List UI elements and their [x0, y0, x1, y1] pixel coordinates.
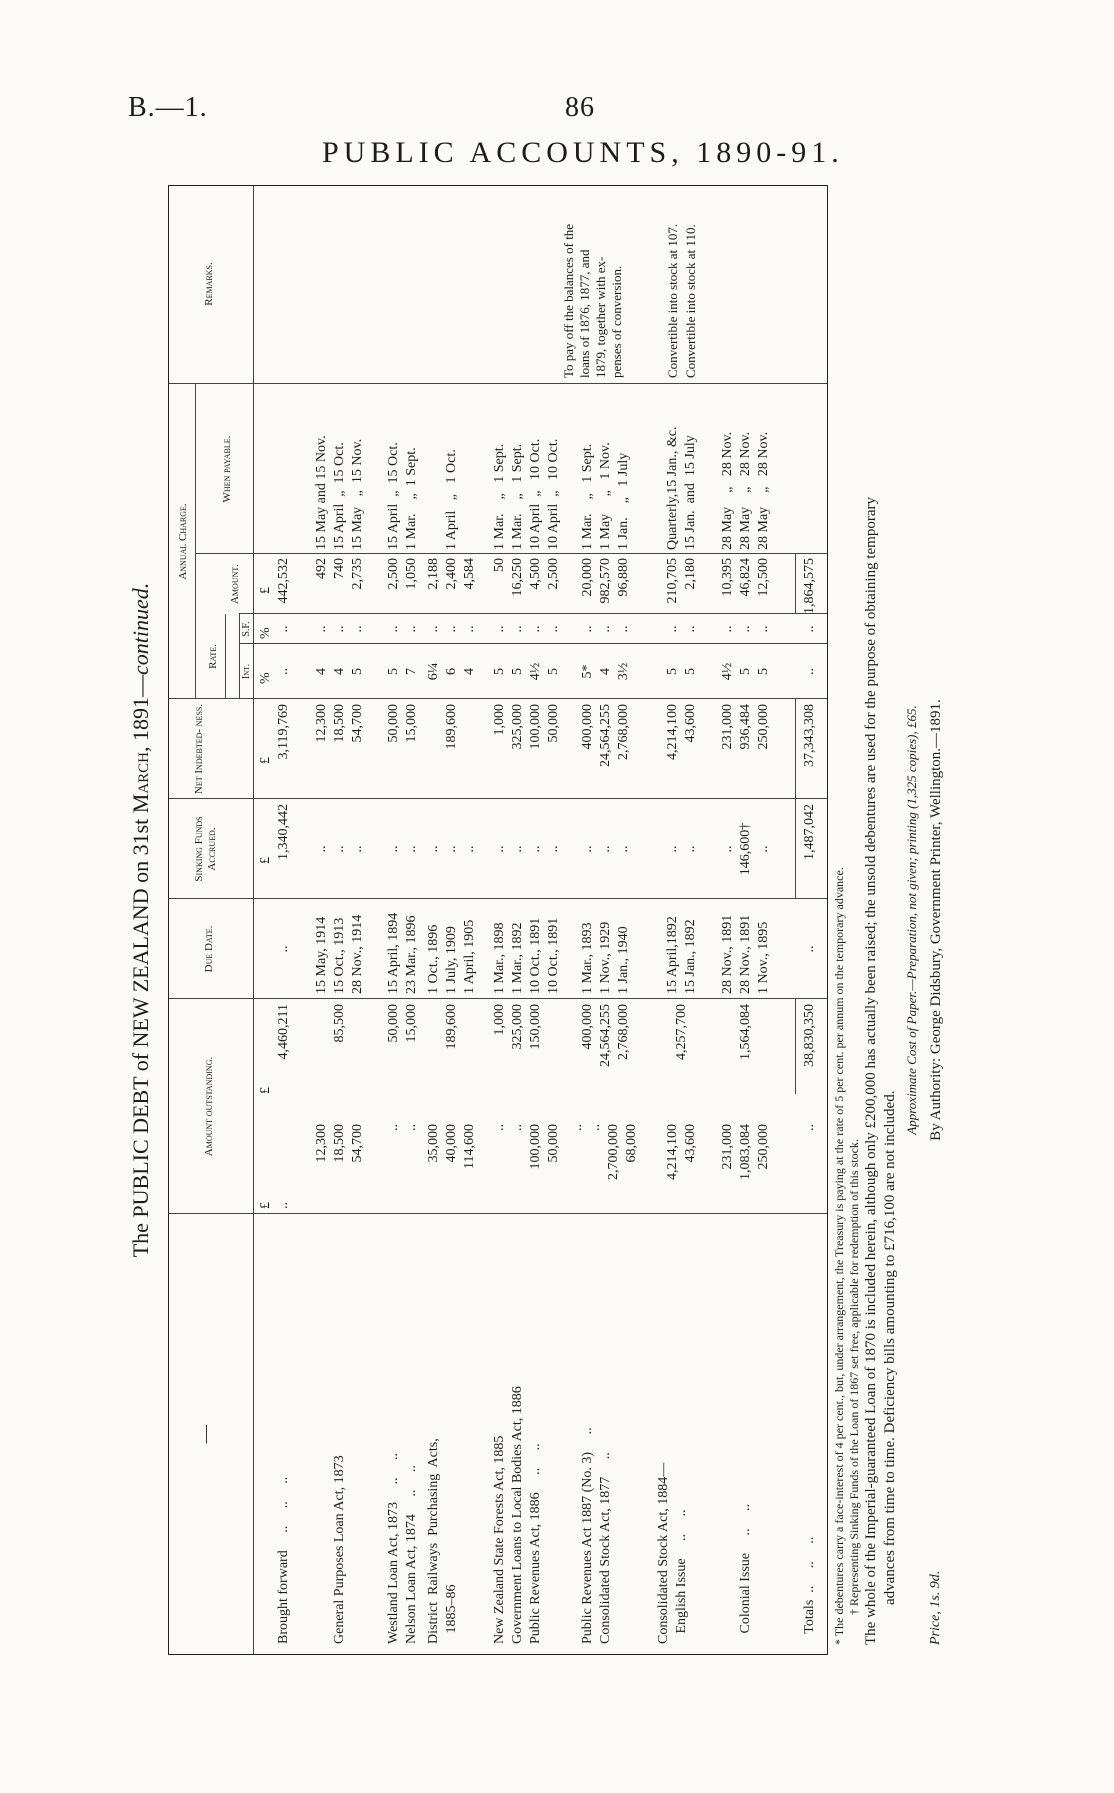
row-due: 1 Oct., 1896 1 July, 1909 1 April, 1905 [426, 919, 477, 994]
unit-pound-amount: £ [258, 587, 273, 594]
unit-pound-outstanding: £ [258, 1087, 273, 1094]
row-sf: .. .. .. [314, 625, 365, 633]
row-outstanding: 50,000 15,000 [386, 1004, 419, 1043]
row-amount: 10,395 46,824 12,500 [720, 558, 771, 597]
header-remarks: Remarks. [203, 262, 215, 306]
row-due: 1 Mar., 1898 1 Mar., 1892 10 Oct., 1891 10 Oct., 1891 [492, 917, 561, 994]
row-sinking: .. .. .. [580, 845, 631, 853]
general-note-line1: The whole of the Imperial-guaranteed Loan of 1870 is included herein, although only £200,000 has actually been raised; the unsold debentures are used for the purpose of obtaining temporary [863, 497, 879, 1645]
row-outstanding: 85,500 [332, 1004, 347, 1043]
row-amount: 210,705 2,180 [665, 558, 698, 604]
page-title: PUBLIC ACCOUNTS, 1890-91. [322, 136, 844, 169]
row-outstanding: 4,257,700 [674, 1004, 689, 1060]
row-sf: .. .. .. [580, 625, 631, 633]
row-net: 400,000 24,564,255 2,768,000 [580, 704, 631, 767]
row-when: 15 May and 15 Nov. 15 April „ 15 Oct. 15 May „ 15 Nov. [314, 435, 365, 550]
row-sub-amount: .. .. 2,700,000 68,000 [570, 1124, 639, 1180]
header-amount-outstanding: Amount outstanding. [203, 1056, 215, 1157]
row-due: .. [276, 945, 291, 953]
row-outstanding: 189,600 [444, 1004, 459, 1050]
row-when: 1 Mar. „ 1 Sept. 1 Mar. „ 1 Sept. 10 April „ 10 Oct. 10 April „ 10 Oct. [492, 438, 561, 550]
row-remarks: To pay off the balances of the loans of 1876, 1877, and 1879, together with ex- penses of conversion. [561, 223, 624, 378]
row-amount: 442,532 [276, 558, 291, 604]
table-title [128, 185, 164, 1655]
unit-percent-int: % [258, 672, 273, 684]
row-due: 28 Nov., 1891 28 Nov., 1891 1 Nov., 1895 [720, 914, 771, 994]
row-amount: 492 740 2,735 [314, 558, 365, 590]
row-when: 1 April „ 1 Oct. [444, 449, 459, 550]
row-sf: .. .. [665, 625, 698, 633]
row-sub-amount: 35,000 40,000 114,600 [426, 1124, 477, 1169]
footnote-star: * The debentures carry a face-interest of 4 per cent., but, under arrangement, the Treasury is paying at the rate of 5 per cent. per annum on the temporary advance. [832, 867, 846, 1645]
row-amount: 20,000 982,570 96,880 [580, 558, 631, 604]
row-int: 4 4 5 [314, 668, 365, 675]
document-code: B.—1. [128, 92, 208, 123]
title-prefix: The PUBLIC DEBT of NEW ZEALAND on 31st [128, 813, 153, 1258]
row-sub-amount: 12,300 18,500 54,700 [314, 1124, 365, 1163]
header-int: Int. [241, 663, 252, 680]
row-sf: .. .. .. .. [492, 625, 561, 633]
row-sf: .. .. .. [720, 625, 771, 633]
row-amount: 1,864,575 [802, 558, 817, 614]
row-outstanding: 400,000 24,564,255 2,768,000 [580, 1004, 631, 1067]
row-net: 231,000 936,484 250,000 [720, 704, 771, 750]
header-amount: Amount. [229, 563, 241, 605]
row-sinking: .. 146,600† .. [720, 822, 771, 876]
row-sinking: .. .. .. [426, 845, 477, 853]
row-sub-amount: .. .. 100,000 50,000 [492, 1124, 561, 1170]
row-int: .. [802, 668, 817, 675]
header-name: — [195, 1425, 215, 1443]
header-net-indebtedness: Net Indebted- ness. [193, 703, 205, 795]
header-annual-charge: Annual Charge. [177, 503, 189, 580]
row-sf: .. [276, 625, 291, 633]
row-sinking: .. .. .. .. [492, 845, 561, 853]
row-sinking: 1,340,442 [276, 804, 291, 860]
row-outstanding: 1,564,084 [738, 1004, 753, 1060]
unit-percent-sf: % [258, 627, 273, 639]
row-sinking: .. .. .. [314, 845, 365, 853]
row-net: 37,343,308 [802, 704, 817, 767]
row-int: 4½ 5 5 [720, 662, 771, 681]
row-name: New Zealand State Forests Act, 1885 Government Loans to Local Bodies Act, 1886 Public Revenues Act, 1886 .. .. [492, 1386, 543, 1644]
general-note-line2: advances from time to time. Deficiency bills amounting to £716,100 are not included. [882, 1090, 898, 1605]
row-due: 15 April, 1894 23 Mar., 1896 [386, 912, 419, 994]
row-due: 15 May, 1914 15 Oct., 1913 28 Nov., 1914 [314, 914, 365, 994]
row-int: 5 7 [386, 668, 419, 675]
row-sf: .. .. [386, 625, 419, 633]
page-number: 86 [565, 92, 595, 123]
row-outstanding: 38,830,350 [802, 1004, 817, 1067]
row-amount: 2,500 1,050 [386, 558, 419, 590]
row-name: General Purposes Loan Act, 1873 [332, 1455, 347, 1644]
unit-pound-net: £ [258, 757, 273, 764]
row-remarks: Convertible into stock at 107. Convertible into stock at 110. [665, 223, 698, 378]
row-sf: .. .. .. [426, 625, 477, 633]
approximate-cost: Approximate Cost of Paper.—Preparation, not given; printing (1,325 copies), £65. [904, 705, 919, 1135]
row-due: .. [802, 945, 817, 953]
row-sinking: .. .. [665, 845, 698, 853]
row-due: 15 April,1892 15 Jan., 1892 [665, 916, 698, 994]
row-outstanding: 1,000 325,000 150,000 [492, 1004, 543, 1050]
row-sub-amount: .. .. [386, 1124, 419, 1131]
header-when-payable: When payable. [221, 435, 233, 503]
header-rate: Rate. [207, 644, 219, 669]
title-suffix: , 1891— [128, 674, 153, 752]
row-sub-amount: 4,214,100 43,600 [665, 1124, 698, 1180]
row-due: 1 Mar., 1893 1 Nov., 1929 1 Jan., 1940 [580, 921, 631, 994]
row-name: Colonial Issue .. .. [738, 1504, 753, 1644]
row-net: 3,119,769 [276, 704, 291, 760]
row-int: 5* 4 3½ [580, 662, 631, 681]
row-amount: 50 16,250 4,500 2,500 [492, 558, 561, 597]
unit-pound-sub: £ [258, 1202, 273, 1209]
debt-table [168, 185, 828, 1655]
row-sinking: 1,487,042 [802, 804, 817, 860]
title-continued: continued. [128, 582, 153, 675]
row-name: Consolidated Stock Act, 1884— English Issue .. .. [656, 1462, 689, 1644]
row-name: Totals .. .. .. [802, 1536, 817, 1644]
row-sinking: .. .. [386, 845, 419, 853]
row-name: Brought forward .. .. .. [276, 1476, 291, 1644]
footnotes [832, 185, 900, 1645]
row-name: District Railways Purchasing Acts, 1885–86 [426, 1438, 459, 1644]
row-name: Public Revenues Act 1887 (No. 3) .. Consolidated Stock Act, 1877 .. [580, 1427, 613, 1644]
row-name: Westland Loan Act, 1873 .. .. Nelson Loan Act, 1874 .. .. [386, 1453, 419, 1644]
row-when: Quarterly,15 Jan., &c. 15 Jan. and 15 July [665, 426, 698, 550]
row-when: 1 Mar. „ 1 Sept. 1 May „ 1 Nov. 1 Jan. „ 1 July [580, 442, 631, 550]
row-int: 6¼ 6 4 [426, 662, 477, 681]
row-sf: .. [802, 625, 817, 633]
header-due-date: Due Date. [203, 925, 215, 973]
row-net: 1,000 325,000 100,000 50,000 [492, 704, 561, 750]
rotated-table-block [128, 185, 948, 1655]
footnote-dagger: † Representing Sinking Funds of the Loan of 1867 set free, applicable for redemption of this stock. [847, 1139, 861, 1615]
row-outstanding: 4,460,211 [276, 1004, 291, 1060]
row-net: 189,600 [444, 704, 459, 750]
row-net: 50,000 15,000 [386, 704, 419, 743]
row-when: 15 April „ 15 Oct. 1 Mar. „ 1 Sept. [386, 442, 419, 550]
row-when: 28 May „ 28 Nov. 28 May „ 28 Nov. 28 May „ 28 Nov. [720, 431, 771, 550]
header-sinking-funds: Sinking Funds Accrued. [193, 816, 218, 882]
row-net: 4,214,100 43,600 [665, 704, 698, 760]
row-int: 5 5 [665, 668, 698, 675]
header-sf: S.F. [241, 621, 252, 637]
row-sub-amount: .. [276, 1202, 291, 1209]
row-int: 5 5 4½ 5 [492, 662, 561, 681]
row-sub-amount: 231,000 1,083,084 250,000 [720, 1124, 771, 1180]
title-month: March [128, 751, 153, 814]
unit-pound-sinking: £ [258, 857, 273, 864]
row-sub-amount: .. [802, 1124, 817, 1131]
price: Price, 1s. 9d. [928, 1570, 943, 1645]
row-amount: 2,188 2,400 4,584 [426, 558, 477, 590]
authority-line: By Authority: George Didsbury, Government Printer, Wellington.—1891. [928, 699, 944, 1141]
row-net: 12,300 18,500 54,700 [314, 704, 365, 743]
row-int: .. [276, 668, 291, 675]
